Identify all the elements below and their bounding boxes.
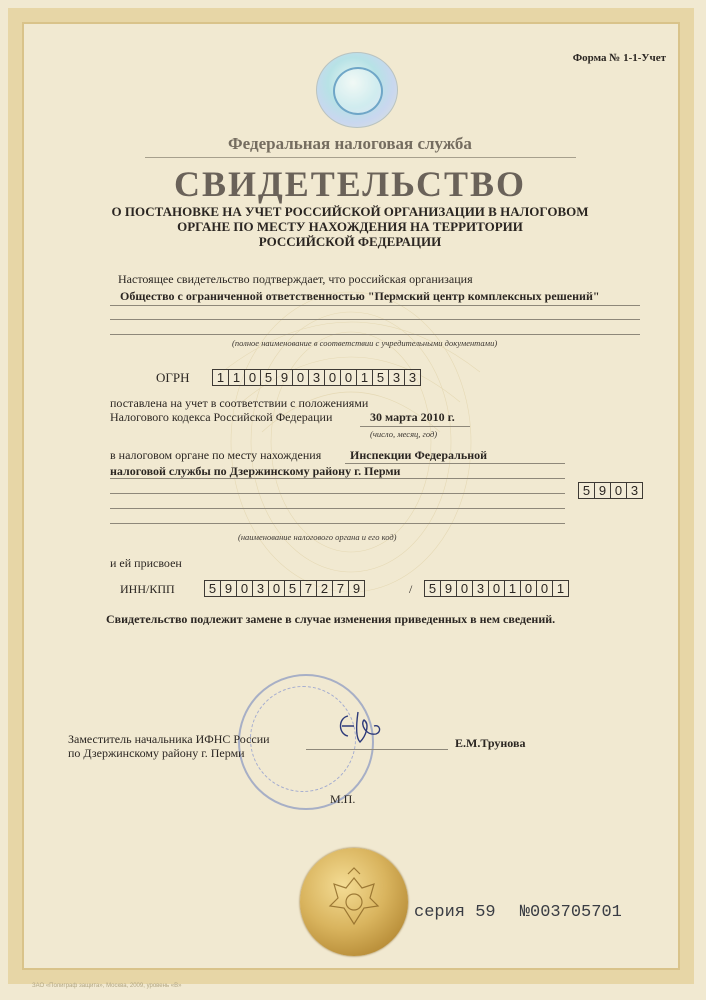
signatory-title-1: Заместитель начальника ИФНС России xyxy=(68,732,270,746)
hologram-emblem xyxy=(316,52,398,128)
registration-date: 30 марта 2010 г. xyxy=(370,410,455,424)
kpp-digit: 5 xyxy=(425,581,441,596)
org-line-2 xyxy=(110,319,640,320)
inn-digit: 9 xyxy=(221,581,237,596)
kpp-boxes xyxy=(424,580,569,597)
series-code: 59 xyxy=(475,903,496,922)
replacement-notice: Свидетельство подлежит замене в случае изменения приведенных в нем сведений. xyxy=(106,612,556,626)
organization-name: Общество с ограниченной ответственностью "Пермский центр комплексных решений" xyxy=(120,289,600,303)
ogrn-digit: 3 xyxy=(389,370,405,385)
inn-digit: 9 xyxy=(352,581,361,596)
tax-office-name-2: налоговой службы по Дзержинскому району г. Перми xyxy=(110,464,401,478)
kpp-digit: 0 xyxy=(457,581,473,596)
tax-office-line-3 xyxy=(110,493,565,494)
org-line-1 xyxy=(110,305,640,306)
inn-digit: 5 xyxy=(205,581,221,596)
ogrn-digit: 5 xyxy=(373,370,389,385)
tax-office-label: в налоговом органе по месту нахождения xyxy=(110,448,322,462)
ogrn-digit: 0 xyxy=(341,370,357,385)
ogrn-digit: 5 xyxy=(261,370,277,385)
ogrn-digit: 1 xyxy=(213,370,229,385)
handwritten-signature xyxy=(330,706,400,750)
org-line-3 xyxy=(110,334,640,335)
tax-office-line-2 xyxy=(110,478,565,479)
tax-office-code-boxes xyxy=(578,482,643,499)
agency-underline xyxy=(145,157,576,158)
inn-digit: 7 xyxy=(333,581,349,596)
stamp-place: М.П. xyxy=(330,792,356,806)
gold-seal xyxy=(300,848,408,956)
document-title: СВИДЕТЕЛЬСТВО xyxy=(173,164,527,204)
kpp-digit: 1 xyxy=(505,581,521,596)
eagle-emblem-icon xyxy=(333,67,383,115)
registered-line-1: поставлена на учет в соответствии с положениями xyxy=(110,396,369,410)
code-digit: 0 xyxy=(611,483,627,498)
inn-kpp-separator: / xyxy=(409,582,413,596)
inn-digit: 0 xyxy=(269,581,285,596)
series-label xyxy=(414,903,622,922)
ogrn-digit: 0 xyxy=(245,370,261,385)
tax-office-line-4 xyxy=(110,508,565,509)
form-number: Форма № 1-1-Учет xyxy=(572,52,666,64)
double-eagle-icon xyxy=(300,848,408,956)
tax-office-name-1: Инспекции Федеральной xyxy=(350,448,488,462)
subtitle-line-3: РОССИЙСКОЙ ФЕДЕРАЦИИ xyxy=(258,234,442,249)
intro-text: Настоящее свидетельство подтверждает, что российская организация xyxy=(118,272,473,286)
ogrn-digit: 1 xyxy=(357,370,373,385)
kpp-digit: 0 xyxy=(489,581,505,596)
ogrn-digit: 0 xyxy=(293,370,309,385)
registered-line-2: Налогового кодекса Российской Федерации xyxy=(110,410,333,424)
ogrn-digit: 0 xyxy=(325,370,341,385)
ogrn-boxes xyxy=(212,369,421,386)
document-subtitle xyxy=(60,204,640,249)
ogrn-label: ОГРН xyxy=(156,370,190,385)
ogrn-digit: 1 xyxy=(229,370,245,385)
tax-office-line-5 xyxy=(110,523,565,524)
assigned-text: и ей присвоен xyxy=(110,556,182,570)
tax-office-caption: (наименование налогового органа и его код) xyxy=(238,532,397,542)
signatory-title-2: по Дзержинскому району г. Перми xyxy=(68,746,245,760)
kpp-digit: 1 xyxy=(556,581,565,596)
date-caption: (число, месяц, год) xyxy=(370,429,438,439)
series-word: серия xyxy=(414,903,466,922)
code-digit: 9 xyxy=(595,483,611,498)
agency-name: Федеральная налоговая служба xyxy=(228,134,472,153)
inn-digit: 7 xyxy=(301,581,317,596)
date-underline xyxy=(360,426,470,427)
printer-footer: ЗАО «Полиграф защита», Москва, 2009, уровень «В» xyxy=(32,983,182,989)
inn-boxes xyxy=(204,580,365,597)
kpp-digit: 9 xyxy=(441,581,457,596)
org-name-caption: (полное наименование в соответствии с учредительными документами) xyxy=(232,338,498,348)
inn-digit: 0 xyxy=(237,581,253,596)
ogrn-digit: 3 xyxy=(309,370,325,385)
signatory-name: Е.М.Трунова xyxy=(455,736,526,750)
ogrn-digit: 3 xyxy=(408,370,417,385)
kpp-digit: 0 xyxy=(521,581,537,596)
inn-digit: 2 xyxy=(317,581,333,596)
subtitle-line-1: О ПОСТАНОВКЕ НА УЧЕТ РОССИЙСКОЙ ОРГАНИЗАЦИИ В НАЛОГОВОМ xyxy=(111,204,589,219)
inn-digit: 3 xyxy=(253,581,269,596)
subtitle-line-2: ОРГАНЕ ПО МЕСТУ НАХОЖДЕНИЯ НА ТЕРРИТОРИИ xyxy=(177,219,523,234)
kpp-digit: 3 xyxy=(473,581,489,596)
code-digit: 3 xyxy=(630,483,639,498)
code-digit: 5 xyxy=(579,483,595,498)
kpp-digit: 0 xyxy=(537,581,553,596)
serial-number: №003705701 xyxy=(519,903,622,922)
inn-kpp-label: ИНН/КПП xyxy=(120,582,175,596)
inn-digit: 5 xyxy=(285,581,301,596)
ogrn-digit: 9 xyxy=(277,370,293,385)
